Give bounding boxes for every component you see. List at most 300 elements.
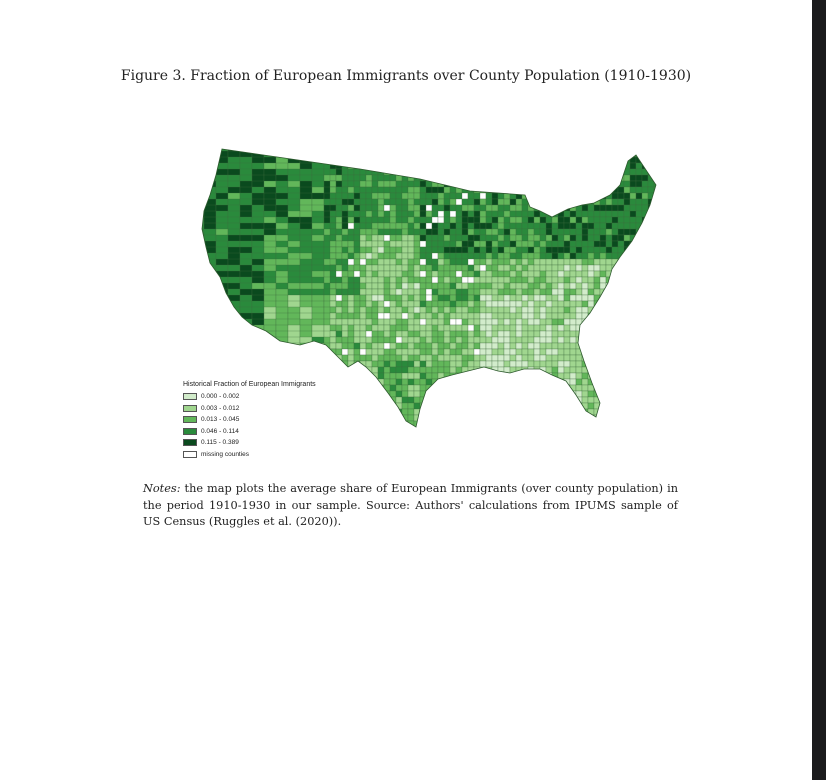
county-cell bbox=[534, 277, 540, 283]
county-cell bbox=[402, 247, 408, 253]
county-cell bbox=[372, 361, 378, 367]
county-cell bbox=[486, 151, 492, 157]
county-cell bbox=[480, 193, 486, 199]
county-cell bbox=[534, 259, 540, 265]
county-cell bbox=[618, 331, 624, 337]
county-cell bbox=[390, 319, 396, 325]
county-cell bbox=[336, 295, 342, 301]
county-cell bbox=[324, 355, 336, 367]
county-cell bbox=[510, 163, 516, 169]
county-cell bbox=[546, 259, 552, 265]
county-cell bbox=[462, 391, 468, 397]
county-cell bbox=[552, 379, 558, 385]
county-cell bbox=[330, 265, 336, 271]
county-cell bbox=[600, 397, 606, 403]
county-cell bbox=[468, 187, 474, 193]
county-cell bbox=[600, 355, 606, 361]
county-cell bbox=[618, 415, 624, 421]
county-cell bbox=[648, 301, 654, 307]
county-cell bbox=[516, 331, 522, 337]
county-cell bbox=[528, 253, 534, 259]
county-cell bbox=[438, 397, 444, 403]
legend-swatch bbox=[183, 405, 197, 412]
county-cell bbox=[618, 187, 624, 193]
county-cell bbox=[564, 439, 570, 440]
county-cell bbox=[492, 235, 498, 241]
county-cell bbox=[450, 397, 456, 403]
county-cell bbox=[564, 289, 570, 295]
county-cell bbox=[414, 157, 420, 163]
county-cell bbox=[636, 301, 642, 307]
county-cell bbox=[192, 253, 204, 265]
county-cell bbox=[336, 277, 342, 283]
county-cell bbox=[546, 145, 552, 151]
county-cell bbox=[240, 361, 252, 373]
county-cell bbox=[426, 313, 432, 319]
county-cell bbox=[648, 235, 654, 241]
county-cell bbox=[456, 337, 462, 343]
county-cell bbox=[180, 247, 192, 259]
county-cell bbox=[426, 157, 432, 163]
county-cell bbox=[330, 427, 336, 433]
county-cell bbox=[414, 199, 420, 205]
county-cell bbox=[552, 259, 558, 265]
county-cell bbox=[624, 331, 630, 337]
county-cell bbox=[378, 199, 384, 205]
notes-text: the map plots the average share of European Immigrants (over county population) in the period 1910-1930 in our sample. Source: Authors' calculations from IPUMS sample of US Census (Ruggles et al. (2020)). bbox=[143, 482, 678, 528]
county-cell bbox=[480, 349, 486, 355]
county-cell bbox=[624, 367, 630, 373]
county-cell bbox=[636, 403, 642, 409]
county-cell bbox=[564, 433, 570, 439]
county-cell bbox=[378, 403, 384, 409]
county-cell bbox=[432, 193, 438, 199]
county-cell bbox=[594, 163, 600, 169]
county-cell bbox=[522, 385, 528, 391]
county-cell bbox=[432, 295, 438, 301]
legend-item bbox=[183, 449, 316, 461]
county-cell bbox=[498, 217, 504, 223]
county-cell bbox=[534, 385, 540, 391]
county-cell bbox=[216, 361, 228, 373]
county-cell bbox=[618, 391, 624, 397]
county-cell bbox=[204, 277, 216, 289]
county-cell bbox=[510, 421, 516, 427]
county-cell bbox=[498, 241, 504, 247]
county-cell bbox=[558, 421, 564, 427]
county-cell bbox=[612, 391, 618, 397]
county-cell bbox=[492, 373, 498, 379]
county-cell bbox=[504, 205, 510, 211]
county-cell bbox=[552, 325, 558, 331]
county-cell bbox=[396, 427, 402, 433]
legend-label: missing counties bbox=[201, 450, 250, 458]
county-cell bbox=[654, 259, 660, 265]
county-cell bbox=[534, 175, 540, 181]
county-cell bbox=[636, 349, 642, 355]
county-cell bbox=[438, 337, 444, 343]
county-cell bbox=[570, 307, 576, 313]
county-cell bbox=[528, 397, 534, 403]
county-cell bbox=[330, 409, 336, 415]
county-cell bbox=[180, 301, 192, 313]
county-cell bbox=[594, 151, 600, 157]
county-cell bbox=[444, 295, 450, 301]
county-cell bbox=[480, 151, 486, 157]
county-cell bbox=[348, 217, 354, 223]
county-cell bbox=[558, 343, 564, 349]
county-cell bbox=[480, 145, 486, 151]
county-cell bbox=[360, 211, 366, 217]
county-cell bbox=[360, 397, 366, 403]
county-cell bbox=[444, 223, 450, 229]
county-cell bbox=[492, 283, 498, 289]
county-cell bbox=[462, 385, 468, 391]
county-cell bbox=[570, 235, 576, 241]
county-cell bbox=[606, 151, 612, 157]
county-cell bbox=[366, 265, 372, 271]
county-cell bbox=[576, 379, 582, 385]
county-cell bbox=[516, 211, 522, 217]
county-cell bbox=[474, 343, 480, 349]
county-cell bbox=[486, 235, 492, 241]
county-cell bbox=[414, 313, 420, 319]
county-cell bbox=[192, 247, 204, 259]
county-cell bbox=[360, 247, 366, 253]
county-cell bbox=[570, 223, 576, 229]
county-cell bbox=[192, 313, 204, 325]
county-cell bbox=[474, 415, 480, 421]
county-cell bbox=[486, 295, 492, 301]
county-cell bbox=[396, 421, 402, 427]
county-cell bbox=[576, 385, 582, 391]
county-cell bbox=[534, 391, 540, 397]
county-cell bbox=[600, 217, 606, 223]
county-cell bbox=[558, 367, 564, 373]
county-cell bbox=[192, 211, 204, 223]
county-cell bbox=[426, 151, 432, 157]
county-cell bbox=[570, 169, 576, 175]
county-cell bbox=[384, 193, 390, 199]
county-cell bbox=[636, 283, 642, 289]
county-cell bbox=[414, 331, 420, 337]
county-cell bbox=[654, 373, 660, 379]
county-cell bbox=[180, 349, 192, 361]
county-cell bbox=[384, 385, 390, 391]
county-cell bbox=[582, 271, 588, 277]
county-cell bbox=[342, 181, 348, 187]
county-cell bbox=[522, 367, 528, 373]
county-cell bbox=[654, 385, 660, 391]
county-cell bbox=[624, 241, 630, 247]
county-cell bbox=[432, 325, 438, 331]
county-cell bbox=[378, 373, 384, 379]
county-cell bbox=[600, 247, 606, 253]
county-cell bbox=[624, 421, 630, 427]
county-cell bbox=[570, 151, 576, 157]
county-cell bbox=[570, 355, 576, 361]
county-cell bbox=[474, 325, 480, 331]
county-cell bbox=[336, 337, 342, 343]
county-cell bbox=[402, 439, 408, 440]
county-cell bbox=[462, 361, 468, 367]
county-cell bbox=[432, 229, 438, 235]
county-cell bbox=[378, 391, 384, 397]
county-cell bbox=[378, 277, 384, 283]
county-cell bbox=[486, 175, 492, 181]
county-cell bbox=[426, 175, 432, 181]
county-cell bbox=[552, 427, 558, 433]
county-cell bbox=[372, 343, 378, 349]
county-cell bbox=[468, 427, 474, 433]
county-cell bbox=[522, 289, 528, 295]
county-cell bbox=[510, 385, 516, 391]
county-cell bbox=[588, 433, 594, 439]
county-cell bbox=[456, 349, 462, 355]
county-cell bbox=[192, 277, 204, 289]
county-cell bbox=[606, 205, 612, 211]
county-cell bbox=[456, 217, 462, 223]
county-cell bbox=[402, 349, 408, 355]
county-cell bbox=[618, 439, 624, 440]
county-cell bbox=[360, 427, 366, 433]
county-cell bbox=[546, 433, 552, 439]
county-cell bbox=[354, 211, 360, 217]
county-cell bbox=[486, 223, 492, 229]
county-cell bbox=[582, 187, 588, 193]
county-cell bbox=[360, 151, 366, 157]
county-cell bbox=[192, 145, 204, 157]
county-cell bbox=[456, 313, 462, 319]
county-cell bbox=[516, 313, 522, 319]
county-cell bbox=[204, 319, 216, 331]
county-cell bbox=[582, 283, 588, 289]
county-cell bbox=[414, 277, 420, 283]
county-cell bbox=[558, 229, 564, 235]
county-cell bbox=[360, 181, 366, 187]
county-cell bbox=[228, 307, 240, 319]
county-cell bbox=[552, 169, 558, 175]
county-cell bbox=[588, 163, 594, 169]
county-cell bbox=[522, 187, 528, 193]
county-cell bbox=[378, 433, 384, 439]
county-cell bbox=[588, 331, 594, 337]
county-cell bbox=[612, 181, 618, 187]
county-cell bbox=[534, 217, 540, 223]
county-cell bbox=[648, 415, 654, 421]
county-cell bbox=[480, 427, 486, 433]
county-cell bbox=[540, 361, 546, 367]
county-cell bbox=[480, 361, 486, 367]
county-cell bbox=[588, 181, 594, 187]
county-cell bbox=[462, 325, 468, 331]
county-cell bbox=[480, 289, 486, 295]
county-cell bbox=[516, 247, 522, 253]
county-cell bbox=[564, 415, 570, 421]
county-cell bbox=[636, 163, 642, 169]
county-cell bbox=[564, 409, 570, 415]
county-cell bbox=[504, 187, 510, 193]
legend-swatch bbox=[183, 439, 197, 446]
county-cell bbox=[642, 343, 648, 349]
county-cell bbox=[360, 349, 366, 355]
county-cell bbox=[522, 175, 528, 181]
county-cell bbox=[354, 421, 360, 427]
county-cell bbox=[432, 247, 438, 253]
county-cell bbox=[378, 325, 384, 331]
county-cell bbox=[438, 157, 444, 163]
county-cell bbox=[444, 193, 450, 199]
county-cell bbox=[444, 391, 450, 397]
county-cell bbox=[462, 355, 468, 361]
county-cell bbox=[360, 337, 366, 343]
county-cell bbox=[498, 325, 504, 331]
county-cell bbox=[528, 307, 534, 313]
county-cell bbox=[588, 187, 594, 193]
county-cell bbox=[534, 235, 540, 241]
county-cell bbox=[516, 205, 522, 211]
county-cell bbox=[474, 385, 480, 391]
county-cell bbox=[630, 223, 636, 229]
county-cell bbox=[606, 295, 612, 301]
county-cell bbox=[390, 259, 396, 265]
county-cell bbox=[354, 349, 360, 355]
county-cell bbox=[192, 355, 204, 367]
county-cell bbox=[540, 253, 546, 259]
county-cell bbox=[630, 247, 636, 253]
county-cell bbox=[642, 175, 648, 181]
county-cell bbox=[384, 283, 390, 289]
county-cell bbox=[474, 319, 480, 325]
county-cell bbox=[522, 307, 528, 313]
county-cell bbox=[594, 205, 600, 211]
county-cell bbox=[540, 181, 546, 187]
county-cell bbox=[564, 187, 570, 193]
county-cell bbox=[576, 229, 582, 235]
county-cell bbox=[180, 211, 192, 223]
county-cell bbox=[498, 181, 504, 187]
county-cell bbox=[606, 349, 612, 355]
county-cell bbox=[528, 289, 534, 295]
county-cell bbox=[450, 433, 456, 439]
county-cell bbox=[492, 301, 498, 307]
county-cell bbox=[558, 151, 564, 157]
county-cell bbox=[426, 373, 432, 379]
county-cell bbox=[618, 427, 624, 433]
county-cell bbox=[192, 181, 204, 193]
county-cell bbox=[600, 361, 606, 367]
county-cell bbox=[462, 205, 468, 211]
county-cell bbox=[552, 313, 558, 319]
county-cell bbox=[462, 409, 468, 415]
county-cell bbox=[372, 313, 378, 319]
county-cell bbox=[414, 415, 420, 421]
county-cell bbox=[336, 283, 342, 289]
county-cell bbox=[444, 271, 450, 277]
county-cell bbox=[444, 379, 450, 385]
county-cell bbox=[426, 235, 432, 241]
county-cell bbox=[330, 187, 336, 193]
county-cell bbox=[546, 319, 552, 325]
county-cell bbox=[408, 199, 414, 205]
county-cell bbox=[522, 229, 528, 235]
county-cell bbox=[570, 337, 576, 343]
county-cell bbox=[570, 289, 576, 295]
county-cell bbox=[546, 223, 552, 229]
county-cell bbox=[396, 253, 402, 259]
county-cell bbox=[414, 253, 420, 259]
county-cell bbox=[552, 253, 558, 259]
county-cell bbox=[594, 193, 600, 199]
county-cell bbox=[366, 439, 372, 440]
county-cell bbox=[366, 373, 372, 379]
county-cell bbox=[606, 199, 612, 205]
county-cell bbox=[420, 331, 426, 337]
county-cell bbox=[444, 397, 450, 403]
county-cell bbox=[438, 271, 444, 277]
county-cell bbox=[180, 217, 192, 229]
county-cell bbox=[624, 439, 630, 440]
county-cell bbox=[648, 211, 654, 217]
county-cell bbox=[546, 205, 552, 211]
county-cell bbox=[456, 385, 462, 391]
county-cell bbox=[642, 157, 648, 163]
county-cell bbox=[390, 367, 396, 373]
county-cell bbox=[372, 211, 378, 217]
county-cell bbox=[396, 187, 402, 193]
county-cell bbox=[408, 307, 414, 313]
legend-item bbox=[183, 426, 316, 438]
county-cell bbox=[420, 163, 426, 169]
county-cell bbox=[630, 217, 636, 223]
county-cell bbox=[330, 337, 336, 343]
county-cell bbox=[354, 223, 360, 229]
county-cell bbox=[408, 253, 414, 259]
county-cell bbox=[654, 295, 660, 301]
county-cell bbox=[534, 199, 540, 205]
county-cell bbox=[540, 367, 546, 373]
county-cell bbox=[330, 271, 336, 277]
county-cell bbox=[498, 349, 504, 355]
county-cell bbox=[378, 295, 384, 301]
county-cell bbox=[378, 223, 384, 229]
county-cell bbox=[612, 439, 618, 440]
county-cell bbox=[354, 319, 360, 325]
county-cell bbox=[606, 163, 612, 169]
county-cell bbox=[264, 337, 276, 349]
county-cell bbox=[432, 385, 438, 391]
county-cell bbox=[420, 265, 426, 271]
county-cell bbox=[384, 331, 390, 337]
county-cell bbox=[288, 361, 300, 373]
county-cell bbox=[192, 187, 204, 199]
county-cell bbox=[480, 253, 486, 259]
county-cell bbox=[324, 421, 336, 433]
county-cell bbox=[420, 151, 426, 157]
county-cell bbox=[414, 301, 420, 307]
county-cell bbox=[462, 235, 468, 241]
county-cell bbox=[474, 247, 480, 253]
county-cell bbox=[552, 421, 558, 427]
county-cell bbox=[510, 253, 516, 259]
county-cell bbox=[606, 331, 612, 337]
county-cell bbox=[582, 427, 588, 433]
county-cell bbox=[444, 199, 450, 205]
county-cell bbox=[498, 355, 504, 361]
county-cell bbox=[462, 241, 468, 247]
county-cell bbox=[606, 343, 612, 349]
county-cell bbox=[480, 205, 486, 211]
